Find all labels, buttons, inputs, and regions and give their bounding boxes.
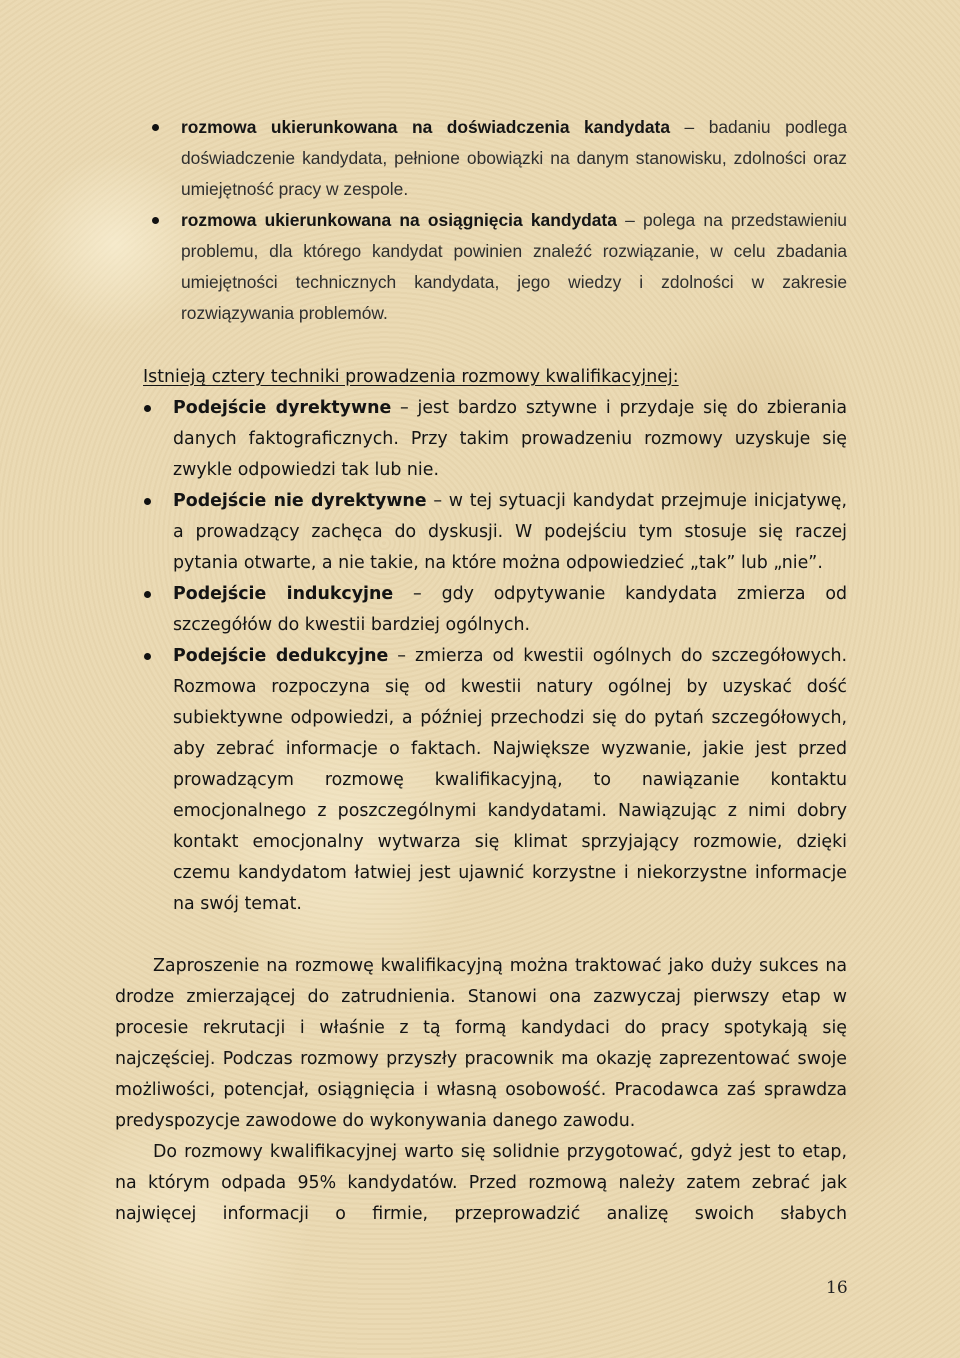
body-paragraph: Zaproszenie na rozmowę kwalifikacyjną można traktować jako duży sukces na drodze zmierzającej do zatrudnienia. Stanowi ona zazwyczaj pierwszy etap w procesie rekrutacji i właśnie z tą formą kandydaci do pracy spotykają się najczęściej. Podczas rozmowy przyszły pracownik ma okazję zaprezentować swoje możliwości, potencjał, osiągnięcia i własną osobowość. Pracodawca zaś sprawdza predyspozycje zawodowe do wykonywania danego zawodu.	[115, 956, 847, 1131]
item-lead: rozmowa ukierunkowana na doświadczenia kandydata	[181, 117, 671, 137]
techniques-intro: Istnieją cztery techniki prowadzenia rozmowy kwalifikacyjnej:	[143, 367, 679, 387]
item-text: – polega na przedstawieniu problemu, dla którego kandydat powinien znaleźć rozwiązanie, w celu zbadania umiejętności technicznych kandydata, jego wiedzy i zdolności w zakresie rozwiązywania problemów.	[181, 210, 847, 323]
bullet-icon	[144, 653, 151, 660]
bullet-icon	[152, 217, 159, 224]
item-text: – jest bardzo sztywne i przydaje się do zbierania danych faktograficznych. Przy takim prowadzeniu rozmowy uzyskuje się zwykle odpowiedzi tak lub nie.	[173, 398, 847, 480]
item-text: – zmierza od kwestii ogólnych do szczegółowych. Rozmowa rozpoczyna się od kwestii natury ogólnej by uzyskać dość subiektywne odpowiedzi, a później przechodzi się do pytań szczegółowych, aby zebrać informacje o faktach. Największe wyzwanie, jakie jest przed prowadzącym rozmowę kwalifikacyjną, to nawiązanie kontaktu emocjonalnego z poszczególnymi kandydatami. Nawiązując z nimi dobry kontakt emocjonalny wytwarza się klimat sprzyjający rozmowie, dzięki czemu kandydatom łatwiej jest ujawnić korzystne i niekorzystne informacje na swój temat.	[173, 646, 847, 914]
list-item	[142, 393, 847, 486]
bullet-icon	[152, 124, 159, 131]
item-text: – gdy odpytywanie kandydata zmierza od szczegółów do kwestii bardziej ogólnych.	[173, 584, 847, 635]
item-lead: rozmowa ukierunkowana na osiągnięcia kandydata	[181, 210, 617, 230]
item-text: – badaniu podlega doświadczenie kandydata, pełnione obowiązki na danym stanowisku, zdolności oraz umiejętność pracy w zespole.	[181, 117, 847, 199]
list-item	[150, 205, 847, 329]
bullet-icon	[144, 405, 151, 412]
list-item	[142, 486, 847, 579]
item-text: – w tej sytuacji kandydat przejmuje inicjatywę, a prowadzący zachęca do dyskusji. W podejściu tym stosuje się raczej pytania otwarte, a nie takie, na które można odpowiedzieć „tak” lub „nie”.	[173, 491, 848, 573]
list-item	[142, 579, 847, 641]
item-lead: Podejście dedukcyjne	[173, 646, 389, 666]
item-lead: Podejście indukcyjne	[173, 584, 394, 604]
page-number: 16	[826, 1278, 848, 1298]
list-item	[150, 112, 847, 205]
techniques-list	[142, 393, 847, 920]
interview-types-list	[150, 112, 847, 329]
body-paragraph: Do rozmowy kwalifikacyjnej warto się solidnie przygotować, gdyż jest to etap, na którym odpada 95% kandydatów. Przed rozmową należy zatem zebrać jak najwięcej informacji o firmie, przeprowadzić analizę swoich słabych	[115, 1142, 847, 1224]
bullet-icon	[144, 498, 151, 505]
item-lead: Podejście dyrektywne	[173, 398, 392, 418]
item-lead: Podejście nie dyrektywne	[173, 491, 427, 511]
bullet-icon	[144, 591, 151, 598]
list-item	[142, 641, 847, 920]
